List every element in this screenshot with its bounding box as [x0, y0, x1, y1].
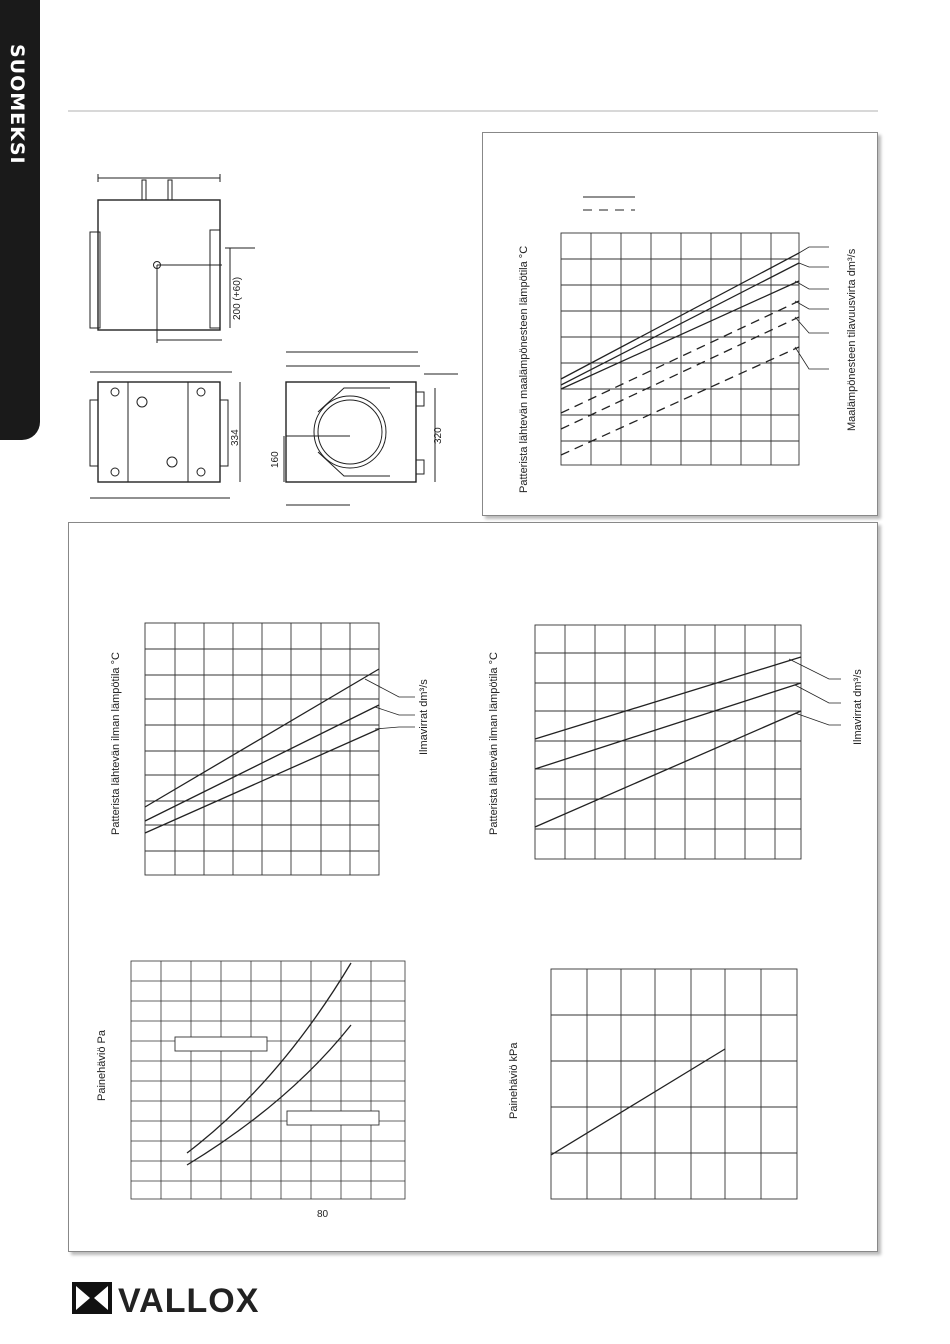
language-tab-label: SUOMEKSI — [6, 44, 28, 165]
dimension-front-height: 334 — [230, 429, 241, 446]
air-temp-left-right-label: Ilmavirrat dm³/s — [418, 679, 430, 755]
dimension-top-height: 200 (+60) — [232, 276, 243, 320]
water-temp-y-label: Patterista lähtevän maalämpönesteen lämpötila °C — [518, 245, 530, 493]
header-rule — [68, 110, 878, 112]
technical-drawings — [80, 160, 480, 520]
water-temperature-chart — [483, 133, 877, 515]
air-temp-right-right-label: Ilmavirrat dm³/s — [852, 669, 864, 745]
language-tab — [0, 0, 40, 440]
water-temperature-panel — [482, 132, 878, 516]
pressure-water-y-label: Painehäviö kPa — [508, 1042, 520, 1119]
air-charts-panel — [68, 522, 878, 1252]
pressure-air-x-tick: 80 — [317, 1209, 329, 1220]
water-temp-right-label: Maalämpönesteen tilavuusvirta dm³/s — [846, 248, 858, 431]
air-charts — [69, 523, 877, 1251]
dimension-side-height: 320 — [433, 427, 444, 444]
brand-logo — [70, 1276, 270, 1320]
brand-name: VALLOX — [118, 1282, 260, 1320]
air-temp-left-y-label: Patterista lähtevän ilman lämpötila °C — [110, 652, 122, 835]
air-temp-right-y-label: Patterista lähtevän ilman lämpötila °C — [488, 652, 500, 835]
vallox-emblem-icon — [72, 1282, 112, 1314]
pressure-air-y-label: Painehäviö Pa — [96, 1030, 108, 1101]
dimension-side-center: 160 — [270, 451, 281, 468]
